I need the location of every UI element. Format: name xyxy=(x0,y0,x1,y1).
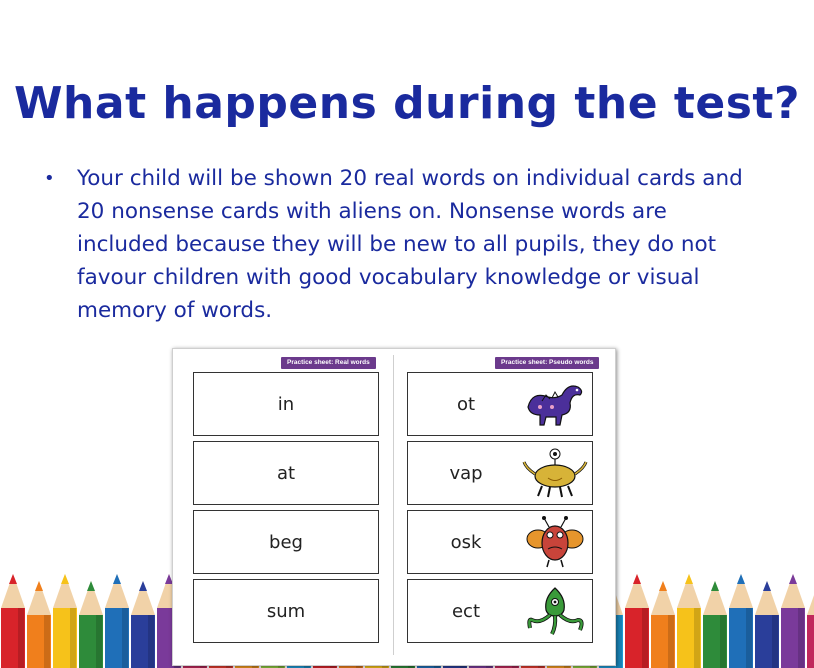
real-word: beg xyxy=(269,531,303,553)
green-tentacle-alien-icon xyxy=(522,584,588,638)
pseudo-word: osk xyxy=(450,531,482,553)
purple-dinosaur-alien-icon xyxy=(522,377,588,431)
real-word-card xyxy=(193,510,379,574)
slide-title: What happens during the test? xyxy=(14,78,800,129)
bullet-item xyxy=(44,162,744,327)
bullet-text: Your child will be shown 20 real words on individual cards and 20 nonsense cards with aliens on. Nonsense words are included because they will be new to all pupils, they do not favour children with good vocabulary knowledge or visual memory of words. xyxy=(77,166,743,323)
real-word-card xyxy=(193,372,379,436)
pseudo-words-tag: Practice sheet: Pseudo words xyxy=(495,357,599,369)
pseudo-word-card xyxy=(407,441,593,505)
pseudo-word: ect xyxy=(451,600,481,622)
real-word: sum xyxy=(266,600,306,622)
real-word: in xyxy=(277,393,295,415)
real-word-card xyxy=(193,579,379,643)
sheet-divider xyxy=(393,355,394,655)
real-word: at xyxy=(276,462,296,484)
real-words-tag: Practice sheet: Real words xyxy=(281,357,376,369)
pseudo-word-card xyxy=(407,510,593,574)
pseudo-word-card xyxy=(407,579,593,643)
pseudo-word: ot xyxy=(456,393,476,415)
yellow-one-eye-alien-icon xyxy=(522,446,588,500)
real-word-card xyxy=(193,441,379,505)
pseudo-word-card xyxy=(407,372,593,436)
red-bug-alien-icon xyxy=(522,515,588,569)
pseudo-word: vap xyxy=(449,462,483,484)
practice-sheet-image xyxy=(172,348,616,666)
bullet-dot-icon: • xyxy=(44,168,55,189)
